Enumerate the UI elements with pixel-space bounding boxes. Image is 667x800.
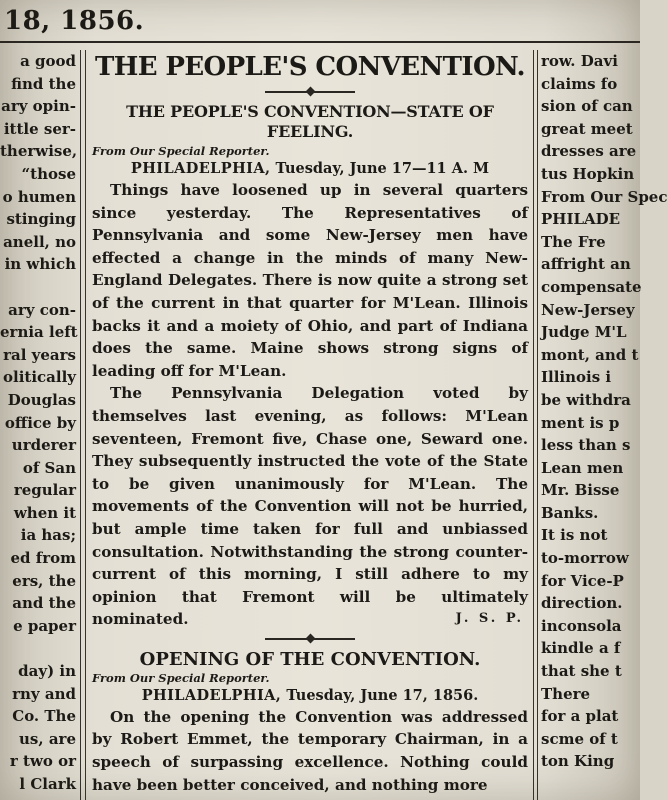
- left-column-line: ittle ser-: [3, 119, 76, 138]
- paragraph: On the opening the Convention was addressed by Robert Emmet, the temporary Chairman, in a speech of surpassing excellence. Nothing could have been better conceived, and nothing more: [92, 707, 528, 794]
- column-divider: [537, 50, 538, 800]
- article-column: [92, 50, 528, 800]
- right-column-line: for a plat: [541, 707, 619, 726]
- right-column-line: Illinois i: [541, 368, 612, 387]
- place-name: PHILADELPHIA,: [141, 686, 282, 704]
- article-body: [92, 706, 528, 796]
- right-column-line: inconsola: [541, 616, 622, 635]
- article-body: [92, 179, 528, 631]
- paragraph: [92, 382, 528, 631]
- right-column-fragment: [541, 50, 667, 800]
- right-column-line: There: [541, 684, 591, 703]
- column-divider: [533, 50, 534, 800]
- right-column-line: claims fo: [541, 74, 618, 93]
- right-column-line: ton King: [541, 752, 615, 771]
- date: Tuesday, June 17, 1856.: [286, 686, 479, 704]
- right-column-line: kindle a f: [541, 639, 621, 658]
- left-column-line: day) in: [18, 662, 76, 681]
- paragraph: Things have loosened up in several quarters since yesterday. The Representatives of Pennsylvania and some New-Jersey men have effected a change in the minds of many New-England Delegates. There is now quite a strong set of the current in that quarter for M'Lean. Illinois backs it and a moiety of Ohio, and part of Indiana does the same. Maine shows strong signs of leading off for M'Lean.: [92, 181, 528, 380]
- right-column-line: New-Jersey: [541, 300, 635, 319]
- left-column-line: e paper: [13, 616, 76, 635]
- left-column-line: ernia left: [0, 323, 78, 342]
- left-column-line: us, are: [19, 729, 76, 748]
- top-rule: [0, 41, 640, 43]
- left-column-line: regular: [13, 481, 76, 500]
- left-column-fragment: [0, 50, 76, 800]
- left-column-line: urderer: [11, 436, 76, 455]
- left-column-line: of San: [22, 458, 76, 477]
- left-column-line: ary opin-: [1, 97, 76, 116]
- right-column-line: dresses are: [541, 142, 637, 161]
- column-divider: [85, 50, 86, 800]
- placeline: [92, 686, 528, 706]
- left-column-line: therwise,: [0, 142, 78, 161]
- signature: J. S. P.: [455, 611, 524, 627]
- left-column-line: o humen: [2, 187, 76, 206]
- right-column-line: PHILADE: [541, 210, 621, 229]
- left-column-line: rny and: [12, 684, 76, 703]
- ornament-rule: [265, 86, 355, 98]
- date-time: Tuesday, June 17—11 A. M: [275, 160, 490, 177]
- left-column-line: office by: [4, 413, 76, 432]
- column-divider: [80, 50, 81, 800]
- right-column-line: sion of can: [541, 97, 633, 116]
- right-column-line: that she t: [541, 662, 622, 681]
- left-column-line: l Clark: [19, 775, 76, 793]
- right-column-line: affright an: [541, 255, 631, 274]
- right-column-line: tus Hopkin: [541, 164, 635, 183]
- ornament-rule: [265, 633, 355, 645]
- right-column-line: mont, and t: [541, 345, 639, 364]
- place-name: PHILADELPHIA,: [130, 160, 271, 177]
- right-column-line: be withdra: [541, 390, 631, 409]
- left-column-line: in which: [4, 255, 76, 274]
- reporter-credit: From Our Special Reporter.: [92, 670, 270, 685]
- right-column-line: direction.: [541, 594, 623, 613]
- left-column-line: Co. The: [12, 707, 76, 726]
- article-headline: THE PEOPLE'S CONVENTION—STATE OF FEELING.: [126, 102, 494, 141]
- left-column-line: “those: [21, 164, 76, 183]
- right-column-line: It is not: [541, 526, 608, 545]
- left-column-line: Douglas: [7, 390, 76, 409]
- left-column-line: ed from: [10, 549, 76, 568]
- right-column-line: From Our Spec: [541, 187, 667, 206]
- article-masthead: THE PEOPLE'S CONVENTION.: [94, 52, 525, 82]
- left-column-line: [0, 276, 76, 299]
- left-column-line: and the: [12, 594, 76, 613]
- left-column-line: [0, 637, 76, 660]
- left-column-line: r two or: [9, 752, 76, 771]
- right-column-line: The Fre: [541, 232, 606, 251]
- left-column-line: stinging: [6, 210, 76, 229]
- left-column-line: ral years: [3, 345, 76, 364]
- right-column-line: ment is p: [541, 413, 620, 432]
- left-column-line: ers, the: [12, 571, 76, 590]
- left-column-line: olitically: [3, 368, 76, 387]
- right-column-line: row. Davi: [541, 52, 618, 70]
- right-column-line: Banks.: [541, 503, 599, 522]
- right-column-line: to-morrow: [541, 549, 629, 568]
- second-headline: OPENING OF THE CONVENTION.: [139, 648, 481, 670]
- left-column-line: ia has;: [20, 526, 76, 545]
- left-column-line: ary con-: [8, 300, 76, 319]
- placeline: [92, 159, 528, 179]
- left-column-line: a good: [20, 52, 76, 70]
- page-date: 18, 1856.: [4, 6, 145, 36]
- reporter-credit: From Our Special Reporter.: [92, 144, 270, 158]
- right-column-line: Lean men: [541, 458, 624, 477]
- right-column-line: less than s: [541, 436, 631, 455]
- left-column-line: find the: [11, 74, 76, 93]
- right-column-line: for Vice-P: [541, 571, 624, 590]
- left-column-line: when it: [13, 503, 76, 522]
- right-column-line: Judge M'L: [541, 323, 627, 342]
- paragraph-text: The Pennsylvania Delegation voted by themselves last evening, as follows: M'Lean seventeen, Fremont five, Chase one, Seward one. They subsequently instructed the vote of the State to be given unanimously for M'Lean. The movements of the Convention will not be hurried, but ample time taken for full and unbiassed consultation. Notwithstanding the strong counter-current of this morning, I still adhere to my opinion that Fremont will be ultimately nominated.: [92, 384, 528, 629]
- right-column-line: scme of t: [541, 729, 618, 748]
- right-column-line: compensate: [541, 277, 642, 296]
- left-column-line: anell, no: [3, 232, 76, 251]
- right-column-line: Mr. Bisse: [541, 481, 620, 500]
- right-column-line: great meet: [541, 119, 633, 138]
